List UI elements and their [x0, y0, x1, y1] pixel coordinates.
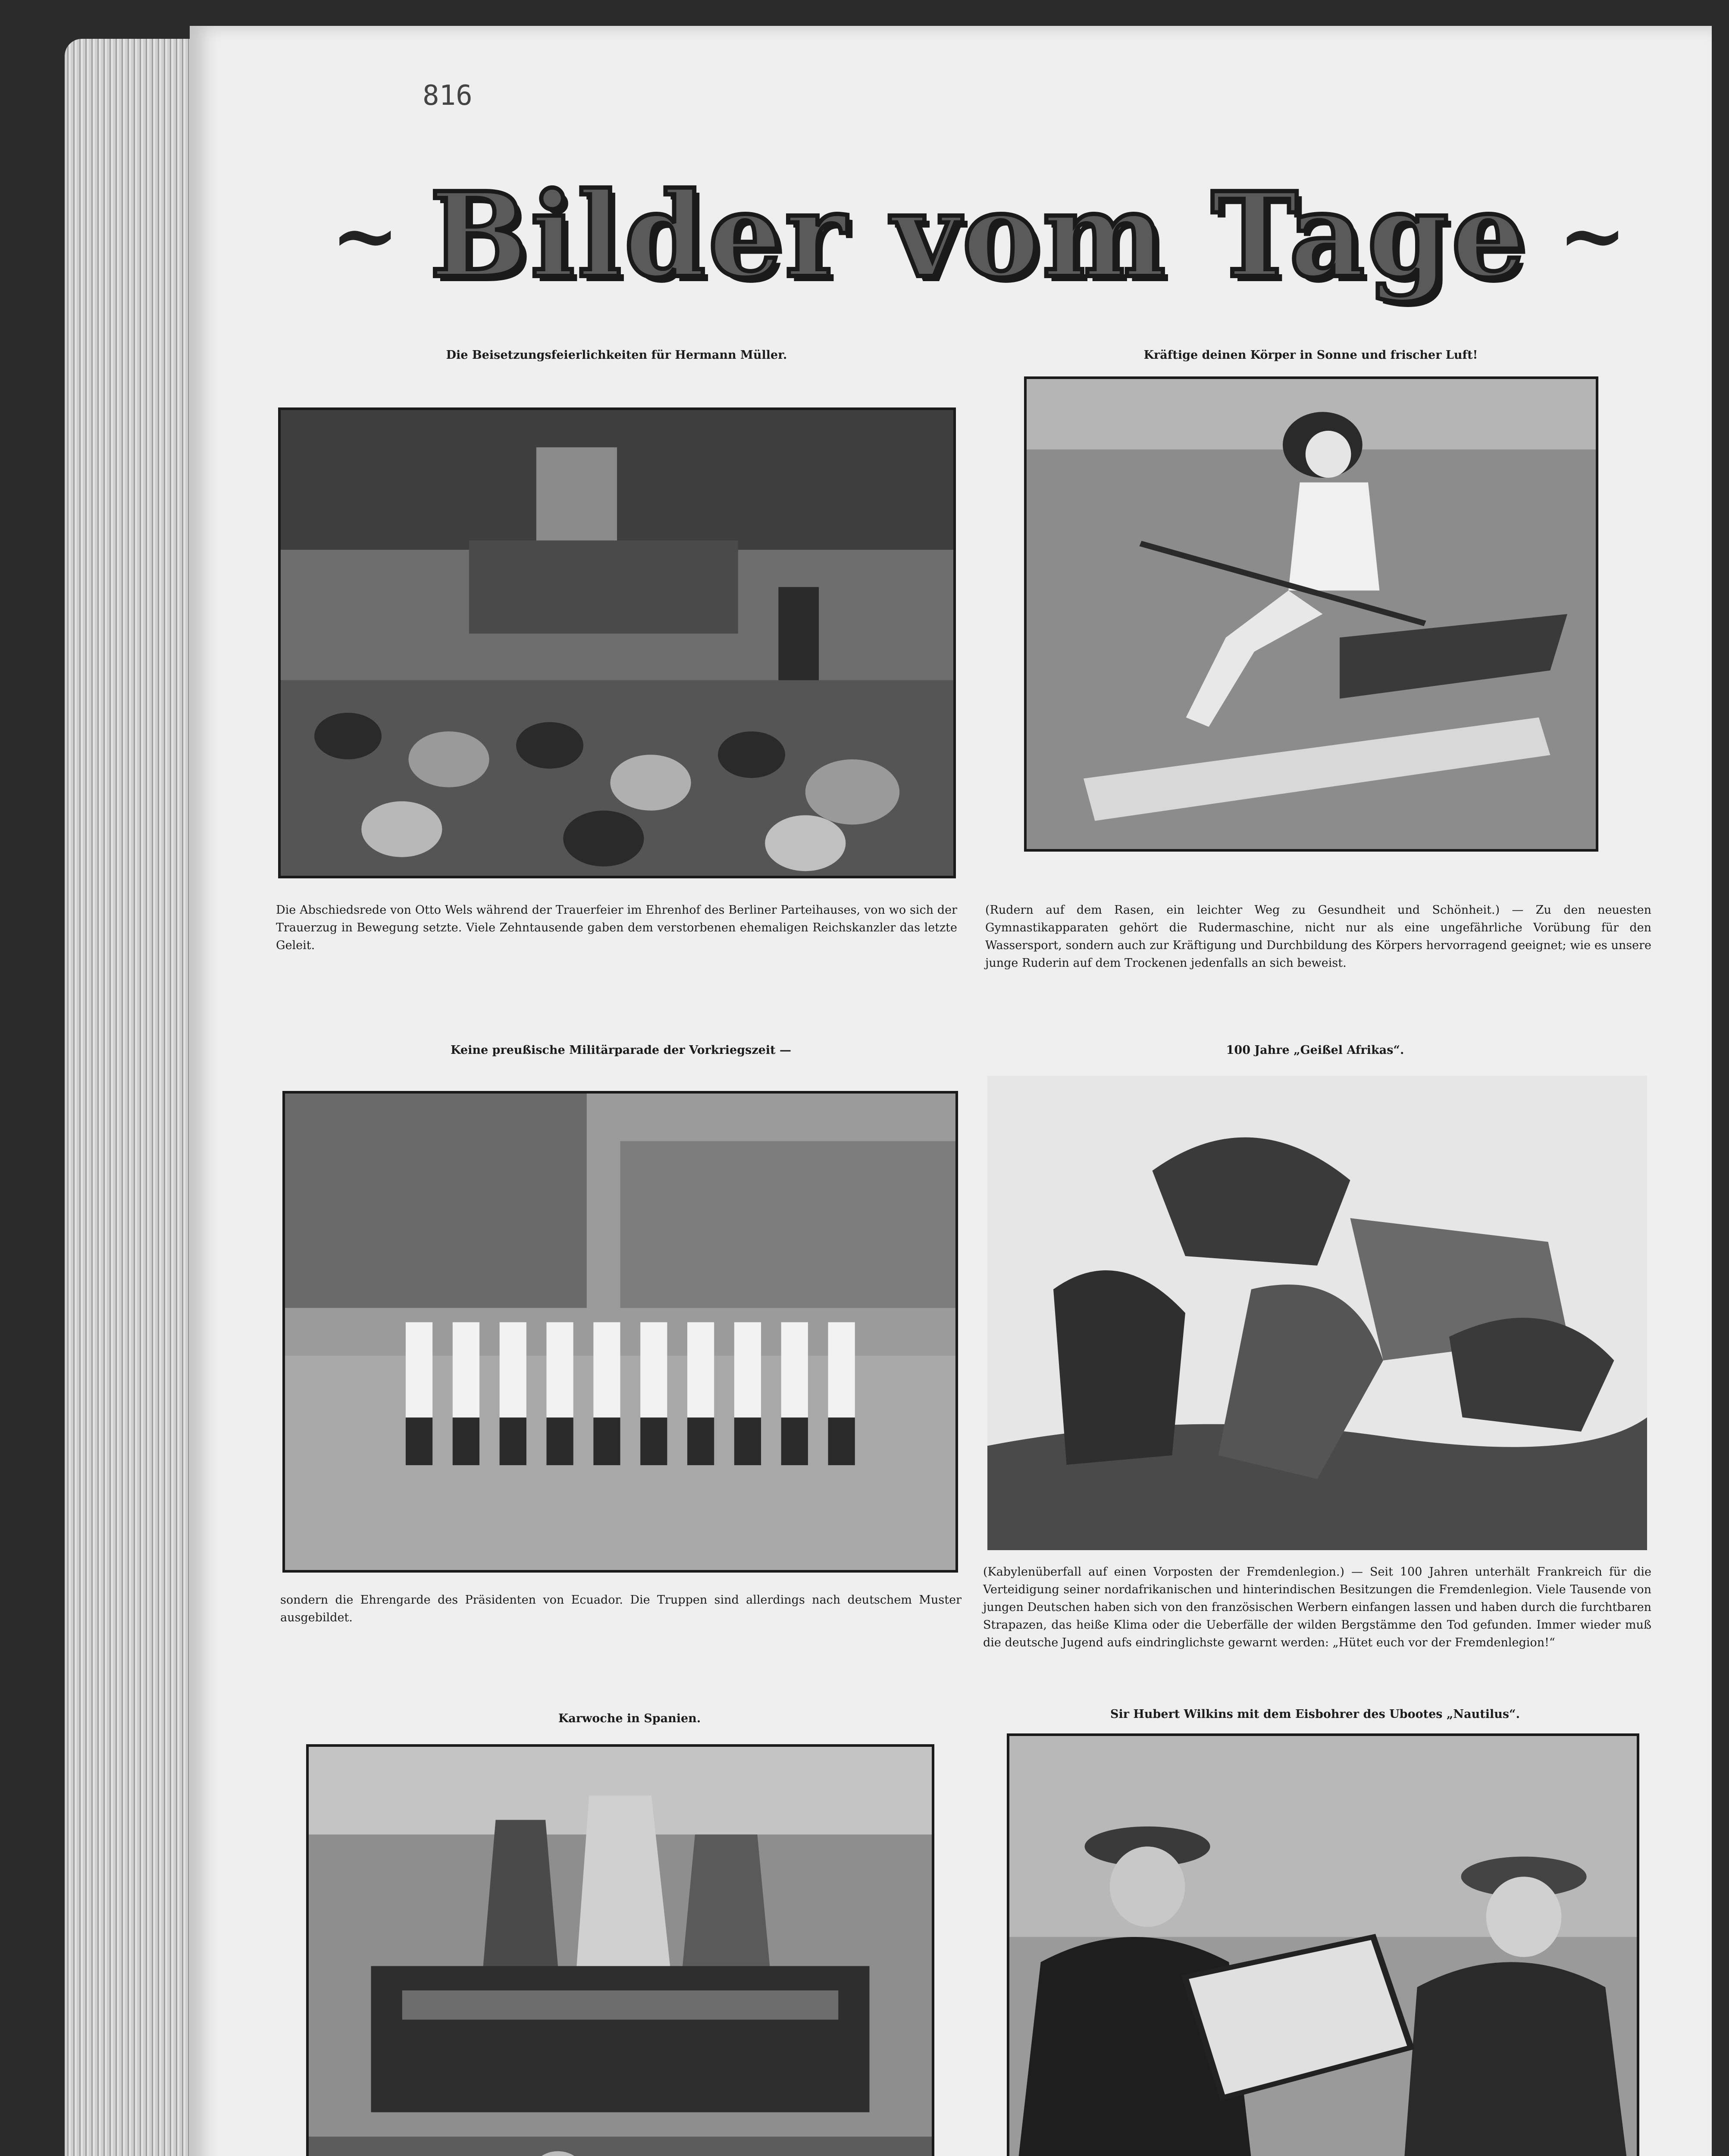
ornament-left: ~ — [331, 187, 400, 283]
photo-mueller-funeral — [278, 407, 956, 878]
headline-mueller: Die Beisetzungsfeierlichkeiten für Hermann Müller. — [446, 348, 787, 362]
caption-mueller: Die Abschiedsrede von Otto Wels während der Trauerfeier im Ehrenhof des Berliner Parteihauses, von wo sich der Trauerzug in Bewegung setzte. Viele Zehntausende gaben dem verstorbenen ehemaligen Reichskanzler das letzte Geleit. — [276, 903, 957, 952]
photo-seville-procession — [306, 1744, 934, 2156]
headline-legion: 100 Jahre „Geißel Afrikas“. — [1226, 1044, 1404, 1057]
book-spine-pages — [65, 39, 207, 2156]
masthead-title: Bilder vom Tage — [429, 166, 1528, 304]
caption-ecuador: sondern die Ehrengarde des Präsidenten von Ecuador. Die Truppen sind allerdings nach deutschem Muster ausgebildet. — [280, 1593, 962, 1624]
caption-rowing: (Rudern auf dem Rasen, ein leichter Weg zu Gesundheit und Schönheit.) — Zu den neuesten Gymnastikapparaten gehört die Rudermaschine, nicht nur als eine ungefährliche Vorübung für den Wassersport, sondern auch zur Kräftigung und Durchbildung des Körpers hervorragend geeignet; wie es unsere junge Ruderin auf dem Trockenen jedenfalls an sich beweist. — [985, 903, 1651, 970]
illustration-kabyle-attack — [987, 1076, 1647, 1550]
photo-rowing-woman — [1024, 376, 1598, 852]
headline-rowing: Kräftige deinen Körper in Sonne und frischer Luft! — [1143, 348, 1478, 362]
headline-wilkins: Sir Hubert Wilkins mit dem Eisbohrer des Ubootes „Nautilus“. — [1110, 1708, 1520, 1721]
photo-wilkins-ice-drill — [1007, 1733, 1639, 2156]
headline-ecuador: Keine preußische Militärparade der Vorkriegszeit — — [451, 1044, 791, 1057]
masthead — [331, 166, 1627, 304]
ornament-right: ~ — [1558, 187, 1627, 283]
page-number: 816 — [423, 80, 473, 112]
caption-legion: (Kabylenüberfall auf einen Vorposten der Fremdenlegion.) — Seit 100 Jahren unterhält Frankreich für die Verteidigung seiner nordafrikanischen und hinterindischen Besitzungen die Fremdenlegion. Viele Tausende von jungen Deutschen haben sich von den französischen Werbern einfangen lassen und haben durch die furchtbaren Strapazen, das heiße Klima oder die Ueberfälle der wilden Bergstämme den Tod gefunden. Immer wieder muß die deutsche Jugend aufs eindringlichste gewarnt werden: „Hütet euch vor der Fremdenlegion!“ — [983, 1565, 1651, 1649]
headline-karwoche: Karwoche in Spanien. — [558, 1712, 701, 1725]
photo-ecuador-parade — [282, 1091, 958, 1573]
